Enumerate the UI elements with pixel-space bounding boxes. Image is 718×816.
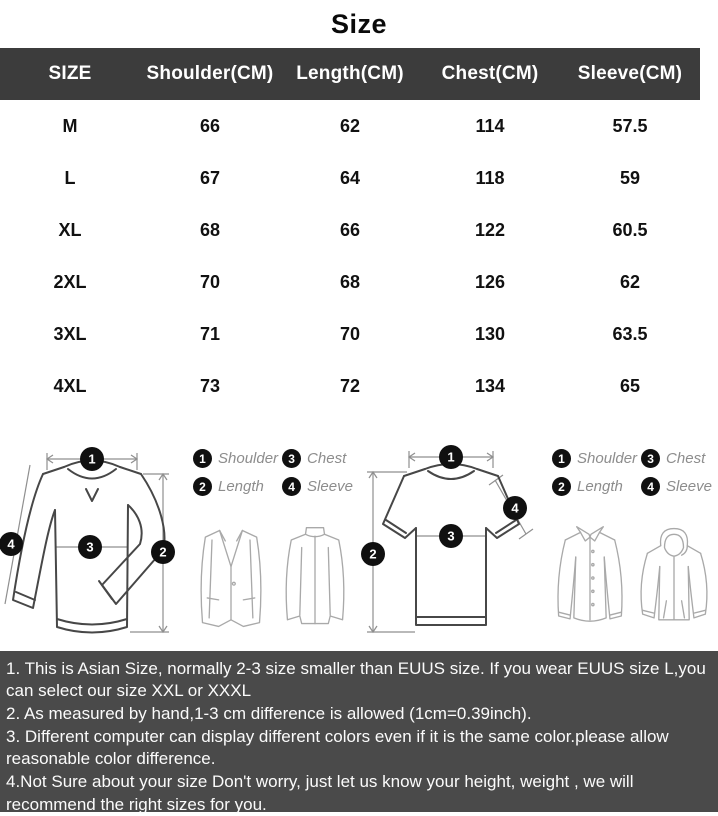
legend-item-shoulder: 1 Shoulder: [552, 446, 637, 471]
zip-jacket-icon: [277, 523, 353, 633]
longsleeve-panel: [0, 432, 359, 647]
table-row: [0, 308, 700, 360]
legend-item-chest: 3 Chest: [282, 446, 357, 471]
col-header-size: SIZE: [0, 48, 140, 100]
value-cell: 126: [420, 256, 560, 308]
legend-item-length: 2 Length: [552, 474, 637, 499]
value-cell: 60.5: [560, 204, 700, 256]
length-badge: [151, 540, 175, 564]
value-cell: 67: [140, 152, 280, 204]
value-cell: 114: [420, 100, 560, 152]
svg-text:3: 3: [86, 539, 94, 555]
shoulder-badge: [80, 447, 104, 471]
note-4: 4.Not Sure about your size Don't worry, just let us know your height, weight , we will recommend the right sizes for you.: [6, 772, 634, 814]
legend-item-chest: 3 Chest: [641, 446, 716, 471]
value-cell: 73: [140, 360, 280, 412]
legend-item-length: 2 Length: [193, 474, 278, 499]
hoodie-icon: [636, 523, 712, 633]
value-cell: 63.5: [560, 308, 700, 360]
value-cell: 71: [140, 308, 280, 360]
value-cell: 70: [140, 256, 280, 308]
measurement-legend: [552, 446, 716, 499]
number-4-icon: 4: [641, 477, 660, 496]
note-2: 2. As measured by hand,1-3 cm difference is allowed (1cm=0.39inch).: [6, 704, 532, 724]
size-label-cell: M: [0, 100, 140, 152]
table-row: [0, 256, 700, 308]
value-cell: 72: [280, 360, 420, 412]
button-shirt-icon: [552, 523, 628, 633]
size-label-cell: XL: [0, 204, 140, 256]
table-row: [0, 360, 700, 412]
value-cell: 66: [280, 204, 420, 256]
number-1-icon: 1: [193, 449, 212, 468]
tshirt-diagram: [359, 432, 544, 647]
sleeve-badge: [0, 532, 23, 556]
number-3-icon: 3: [282, 449, 301, 468]
svg-text:3: 3: [447, 528, 455, 544]
value-cell: 70: [280, 308, 420, 360]
col-header-sleeve: Sleeve(CM): [560, 48, 700, 100]
svg-text:2: 2: [369, 546, 377, 562]
number-2-icon: 2: [193, 477, 212, 496]
value-cell: 65: [560, 360, 700, 412]
size-table: [0, 48, 700, 412]
garment-type-icons: [193, 523, 357, 633]
garment-type-icons: [552, 523, 716, 633]
value-cell: 62: [280, 100, 420, 152]
length-badge: [361, 542, 385, 566]
col-header-shoulder: Shoulder(CM): [140, 48, 280, 100]
notes-panel: [0, 651, 718, 812]
measurement-diagrams: [0, 432, 718, 647]
longsleeve-shirt-diagram: [0, 432, 185, 647]
size-label-cell: 2XL: [0, 256, 140, 308]
col-header-length: Length(CM): [280, 48, 420, 100]
value-cell: 68: [140, 204, 280, 256]
number-2-icon: 2: [552, 477, 571, 496]
legend-item-sleeve: 4 Sleeve: [641, 474, 716, 499]
chest-badge: [439, 524, 463, 548]
number-1-icon: 1: [552, 449, 571, 468]
blazer-icon: [193, 523, 269, 633]
table-header-row: [0, 48, 700, 100]
page-title: Size: [330, 9, 388, 39]
svg-text:2: 2: [159, 544, 167, 560]
note-1: 1. This is Asian Size, normally 2-3 size smaller than EUUS size. If you wear EUUS size L,you can select our size XXL or XXXL: [6, 659, 706, 701]
value-cell: 118: [420, 152, 560, 204]
value-cell: 68: [280, 256, 420, 308]
col-header-chest: Chest(CM): [420, 48, 560, 100]
chest-badge: [78, 535, 102, 559]
svg-text:4: 4: [7, 536, 15, 552]
measurement-legend: [193, 446, 357, 499]
number-3-icon: 3: [641, 449, 660, 468]
value-cell: 122: [420, 204, 560, 256]
table-row: [0, 100, 700, 152]
legend-item-sleeve: 4 Sleeve: [282, 474, 357, 499]
tshirt-legend-column: [544, 432, 718, 647]
value-cell: 64: [280, 152, 420, 204]
size-label-cell: 3XL: [0, 308, 140, 360]
value-cell: 57.5: [560, 100, 700, 152]
shoulder-badge: [439, 445, 463, 469]
sleeve-badge: [503, 496, 527, 520]
value-cell: 130: [420, 308, 560, 360]
value-cell: 66: [140, 100, 280, 152]
svg-text:1: 1: [447, 449, 455, 465]
value-cell: 59: [560, 152, 700, 204]
legend-item-shoulder: 1 Shoulder: [193, 446, 278, 471]
tshirt-panel: [359, 432, 718, 647]
size-label-cell: L: [0, 152, 140, 204]
longsleeve-legend-column: [185, 432, 359, 647]
value-cell: 134: [420, 360, 560, 412]
value-cell: 62: [560, 256, 700, 308]
size-label-cell: 4XL: [0, 360, 140, 412]
table-row: [0, 152, 700, 204]
table-row: [0, 204, 700, 256]
number-4-icon: 4: [282, 477, 301, 496]
svg-text:1: 1: [88, 451, 96, 467]
note-3: 3. Different computer can display different colors even if it is the same color.please allow reasonable color difference.: [6, 727, 669, 769]
svg-text:4: 4: [511, 500, 519, 516]
